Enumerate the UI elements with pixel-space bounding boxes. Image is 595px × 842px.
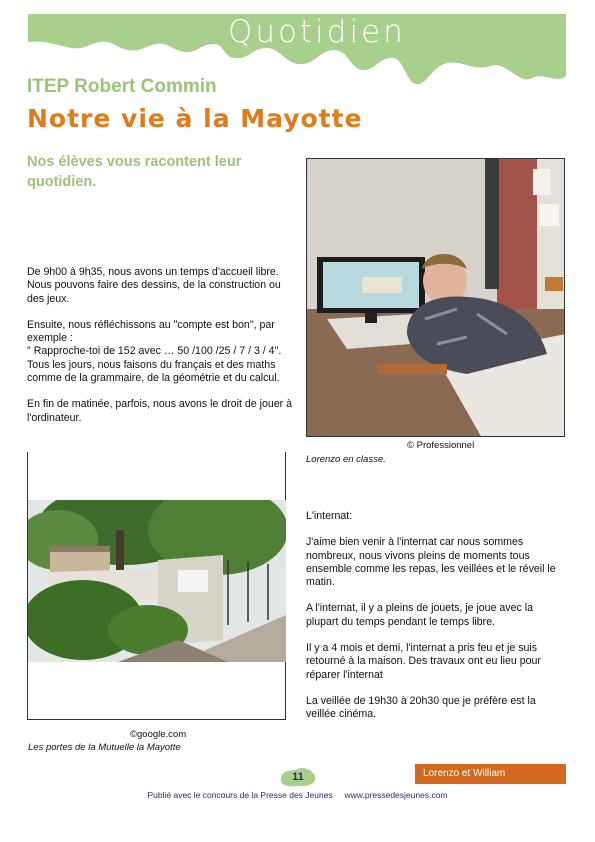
- paragraph: De 9h00 à 9h35, nous avons un temps d'accueil libre. Nous pouvons faire des dessins, de la construction ou des jeux.: [27, 266, 281, 305]
- classroom-photo: [306, 158, 565, 437]
- paragraph: J'aime bien venir à l'internat car nous sommes nombreux, nous vivons pleins de moments tous ensemble comme les repas, les veillées et le réveil le matin.: [306, 536, 556, 589]
- photo-caption: Lorenzo en classe.: [306, 454, 386, 465]
- paragraph: L'internat:: [306, 510, 353, 522]
- right-column-text: [306, 510, 568, 735]
- article-headline: Notre vie à la Mayotte: [27, 104, 363, 133]
- school-name: ITEP Robert Commin: [27, 76, 217, 97]
- paragraph: En fin de matinée, parfois, nous avons le droit de jouer à l'ordinateur.: [27, 398, 293, 424]
- photo-credit: ©google.com: [130, 729, 187, 740]
- paragraph: La veillée de 19h30 à 20h30 que je préfère est la veillée cinéma.: [306, 694, 536, 721]
- photo-caption: Les portes de la Mutuelle la Mayotte: [28, 742, 181, 753]
- footer-publisher: Publié avec le concours de la Presse des Jeunes www.pressedesjeunes.com: [147, 790, 448, 800]
- paragraph: Ensuite, nous réfléchissons au "compte est bon", par exemple : " Rapproche-toi de 152 avec … 50 /100 /25 / 7 / 3 / 4". Tous les jours, nous faisons du français et des maths comme de la grammaire, de la géométrie et du calcul.: [27, 318, 282, 385]
- photo-credit: © Professionnel: [407, 440, 475, 451]
- gate-photo: [28, 500, 286, 662]
- authors-badge: Lorenzo et William: [415, 764, 566, 784]
- page-number: 11: [292, 771, 304, 783]
- left-column-text: [27, 266, 292, 438]
- paragraph: Il y a 4 mois et demi, l'internat a pris feu et je suis retourné à la maison. Des travaux ont eu lieu pour réparer l'internat: [306, 642, 541, 681]
- page-number-badge: [279, 766, 317, 788]
- paragraph: A l'internat, il y a pleins de jouets, je joue avec la plupart du temps pendant le temps libre.: [306, 602, 533, 628]
- article-intro: Nos élèves vous racontent leur quotidien.: [27, 154, 242, 190]
- section-title: Quotidien: [228, 14, 406, 50]
